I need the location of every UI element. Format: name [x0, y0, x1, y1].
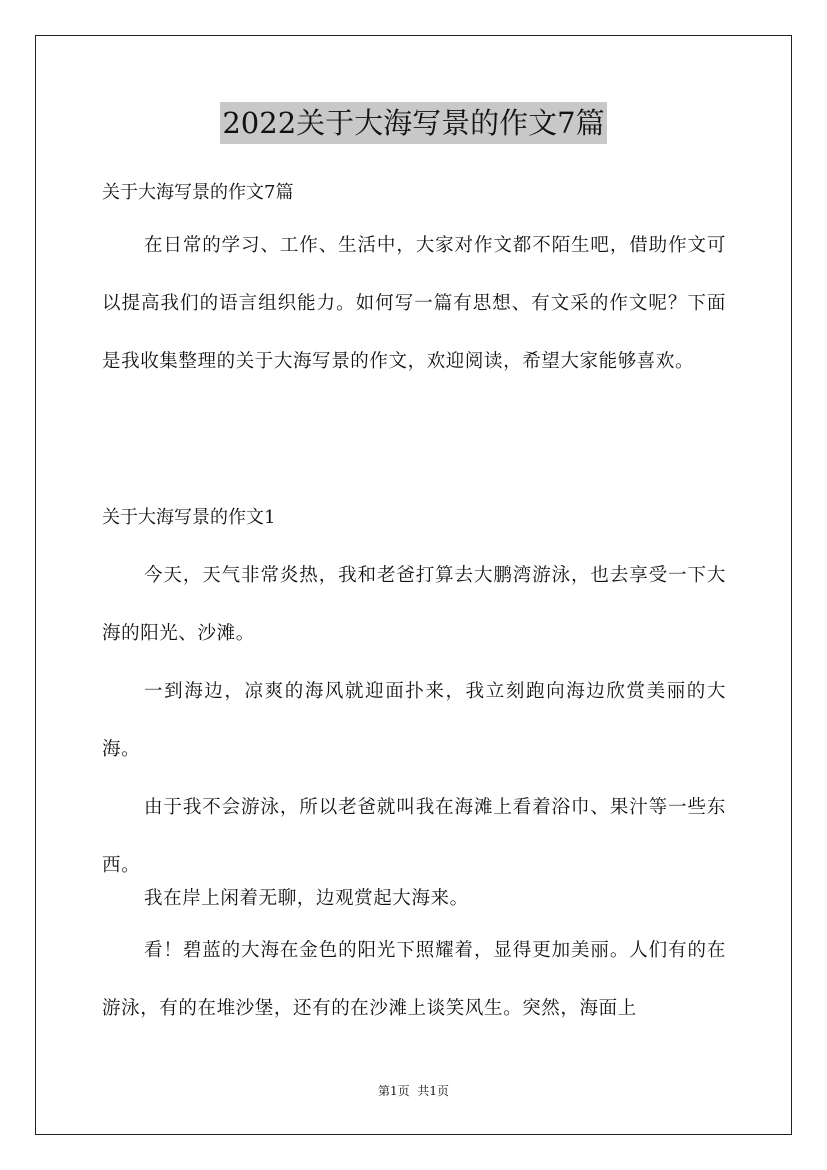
document-title: 2022关于大海写景的作文7篇: [220, 102, 606, 144]
page-total: 共1页: [417, 1084, 449, 1098]
body-paragraph-3: 由于我不会游泳，所以老爸就叫我在海滩上看着浴巾、果汁等一些东西。: [102, 797, 726, 876]
body-paragraph-1: 今天，天气非常炎热，我和老爸打算去大鹏湾游泳，也去享受一下大海的阳光、沙滩。: [102, 565, 726, 644]
body-paragraph-4: 我在岸上闲着无聊，边观赏起大海来。: [144, 888, 469, 909]
section-heading: 关于大海写景的作文1: [102, 507, 276, 528]
page-footer: [0, 1082, 827, 1100]
body-paragraph-2: 一到海边，凉爽的海风就迎面扑来，我立刻跑向海边欣赏美丽的大海。: [102, 681, 726, 760]
document-subtitle: 关于大海写景的作文7篇: [102, 182, 294, 203]
body-paragraph-5: 看！碧蓝的大海在金色的阳光下照耀着，显得更加美丽。人们有的在游泳，有的在堆沙堡，还有的在沙滩上谈笑风生。突然，海面上: [102, 940, 726, 1019]
title-container: [0, 102, 827, 144]
page-number: 第1页: [378, 1084, 410, 1098]
intro-paragraph: 在日常的学习、工作、生活中，大家对作文都不陌生吧，借助作文可以提高我们的语言组织能力。如何写一篇有思想、有文采的作文呢？下面是我收集整理的关于大海写景的作文，欢迎阅读，希望大家能够喜欢。: [102, 235, 726, 372]
